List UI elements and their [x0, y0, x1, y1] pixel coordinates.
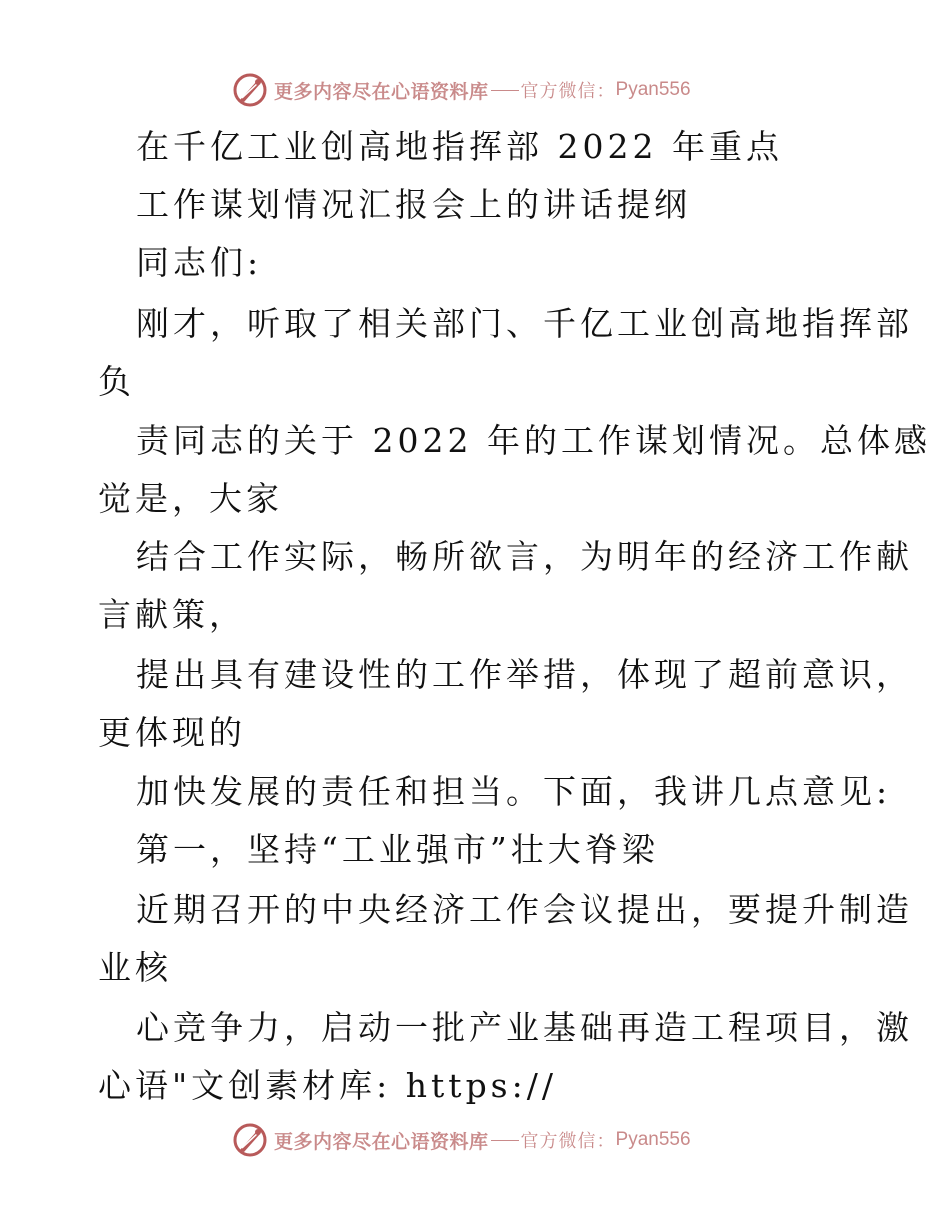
watermark-dash — [491, 1140, 519, 1141]
doc-line: 近期召开的中央经济工作会议提出，要提升制造 — [136, 890, 913, 929]
doc-title-line-1: 在千亿工业创高地指挥部 2022 年重点 — [136, 127, 783, 166]
doc-line: 心语"文创素材库: https:// — [98, 1066, 557, 1105]
doc-line: 心竞争力，启动一批产业基础再造工程项目，激 — [136, 1008, 913, 1047]
footer-watermark — [232, 1120, 691, 1160]
doc-line-section-heading: 第一，坚持“工业强市”壮大脊梁 — [136, 830, 659, 869]
watermark-account: Pyan556 — [615, 1129, 691, 1150]
doc-line: 刚才，听取了相关部门、千亿工业创高地指挥部 — [136, 304, 913, 343]
doc-line: 提出具有建设性的工作举措，体现了超前意识， — [136, 655, 913, 694]
watermark-brand-text: 更多内容尽在心语资料库 — [274, 80, 489, 103]
doc-line: 言献策， — [98, 595, 246, 634]
doc-line: 觉是，大家 — [98, 479, 283, 518]
doc-line: 结合工作实际，畅所欲言，为明年的经济工作献 — [136, 537, 913, 576]
watermark-brand-text: 更多内容尽在心语资料库 — [274, 1130, 489, 1153]
quill-pen-logo-icon — [232, 1122, 268, 1158]
watermark-official-label: 官方微信： — [520, 81, 616, 102]
doc-line-salutation: 同志们: — [136, 243, 263, 282]
doc-line: 更体现的 — [98, 713, 246, 752]
doc-line: 责同志的关于 2022 年的工作谋划情况。总体感 — [136, 421, 931, 460]
doc-line: 业核 — [98, 948, 172, 987]
watermark-account: Pyan556 — [615, 79, 691, 100]
doc-title-line-2: 工作谋划情况汇报会上的讲话提纲 — [136, 185, 691, 224]
doc-line: 加快发展的责任和担当。下面，我讲几点意见: — [136, 772, 892, 811]
watermark-official-label: 官方微信： — [520, 1131, 616, 1152]
doc-line: 负 — [98, 362, 135, 401]
